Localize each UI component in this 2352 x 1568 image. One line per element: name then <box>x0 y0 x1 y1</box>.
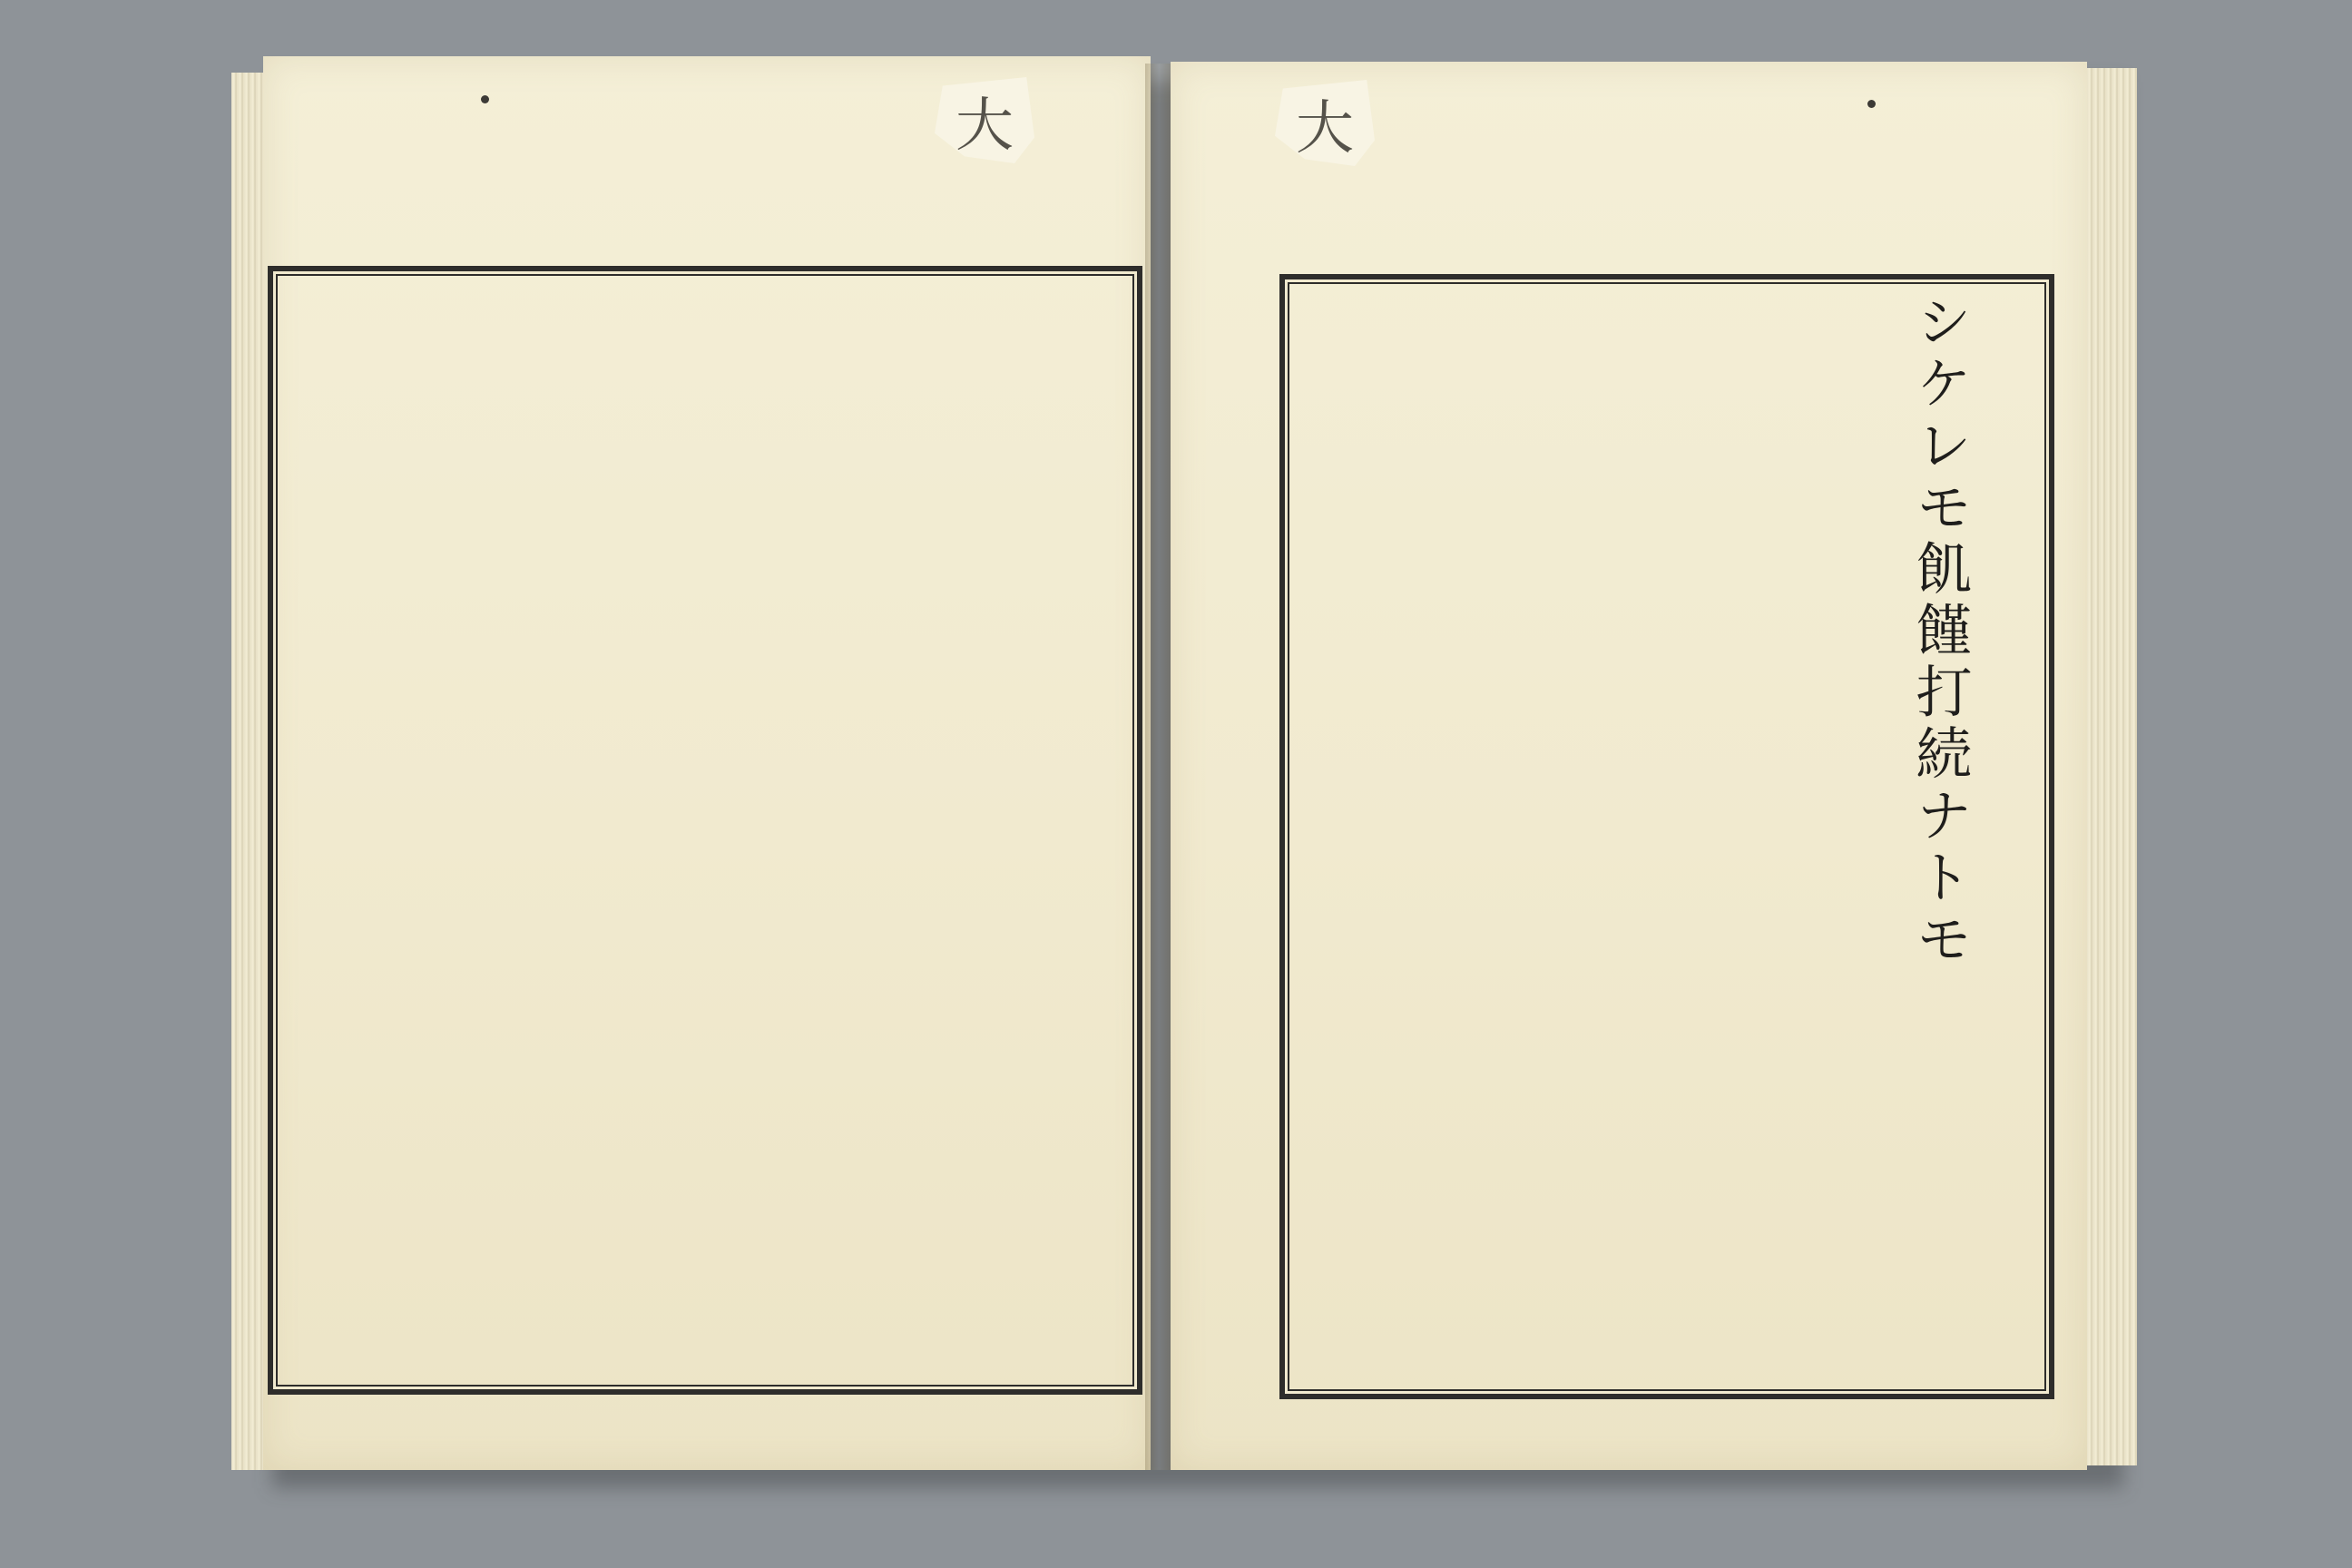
page-edges-left <box>231 73 268 1470</box>
text-column <box>1379 292 1465 1372</box>
text-column <box>1638 292 1724 1372</box>
left-pin-dot <box>481 95 489 103</box>
text-column <box>596 292 683 1372</box>
text-column <box>509 292 596 1372</box>
text-column <box>1810 292 1896 1372</box>
left-text-block <box>331 292 1119 1381</box>
text-column <box>422 292 509 1372</box>
right-text-block <box>1293 292 1983 1381</box>
text-column <box>770 292 858 1372</box>
left-tab-mark: 大 <box>956 92 1014 160</box>
text-column: シケレモ飢饉打続ナトモ <box>1906 292 1973 971</box>
text-column <box>945 292 1032 1372</box>
text-column <box>1465 292 1552 1372</box>
text-column <box>683 292 770 1372</box>
text-column <box>1724 292 1810 1372</box>
text-column <box>335 292 422 1372</box>
page-edges-right <box>2087 68 2137 1465</box>
text-column <box>1552 292 1638 1372</box>
text-column <box>858 292 945 1372</box>
right-tab-mark: 大 <box>1296 94 1354 162</box>
text-column <box>1293 292 1379 1372</box>
text-column <box>1032 292 1119 1372</box>
right-pin-dot <box>1867 100 1876 108</box>
